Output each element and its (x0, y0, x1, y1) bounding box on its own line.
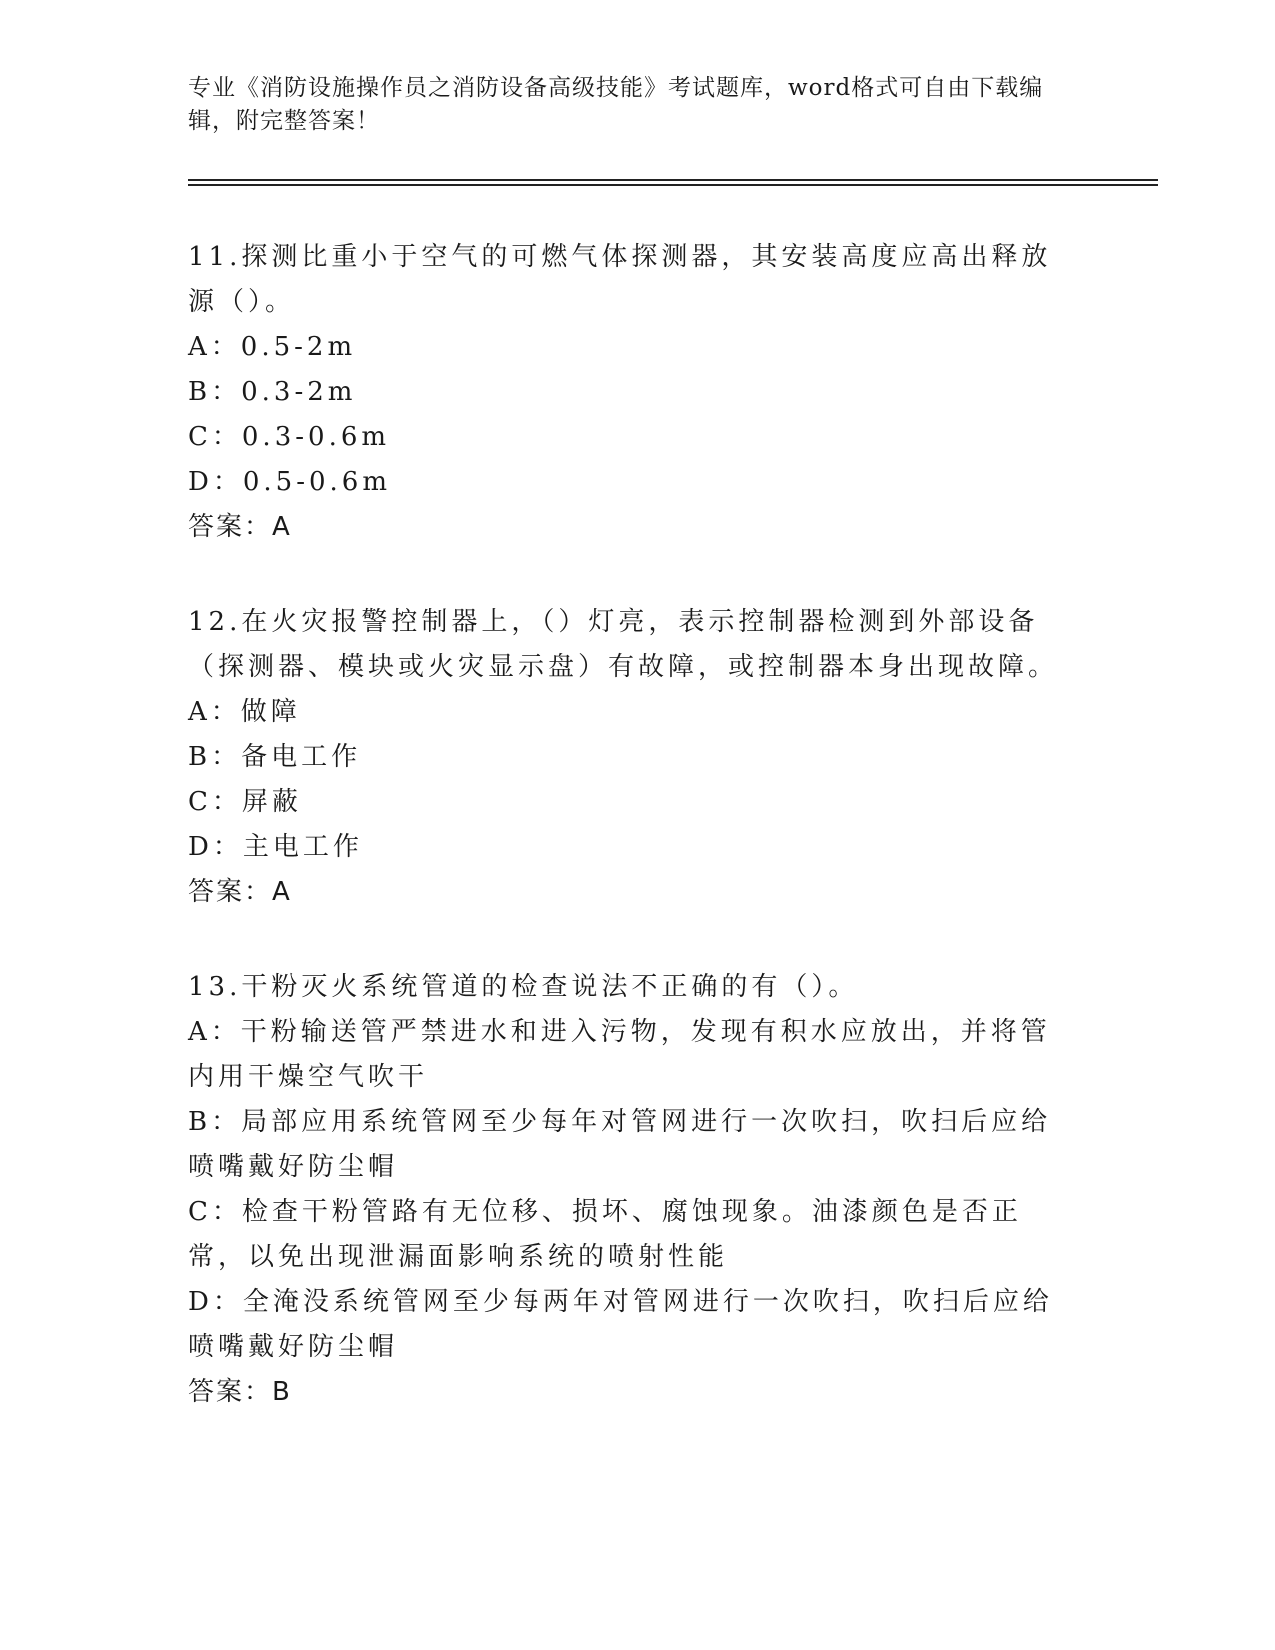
header-divider-bottom (188, 184, 1158, 186)
header-divider-top (188, 179, 1158, 181)
answer-line: 答案：B (188, 1377, 292, 1407)
question-13 (188, 965, 1078, 1415)
option-a: A：做障 (188, 697, 301, 727)
option-c: C：0.3-0.6m (188, 422, 391, 452)
answer-line: 答案：A (188, 512, 292, 542)
option-b: B：局部应用系统管网至少每年对管网进行一次吹扫，吹扫后应给喷嘴戴好防尘帽 (188, 1107, 1052, 1182)
option-b: B：备电工作 (188, 742, 362, 772)
answer-line: 答案：A (188, 877, 292, 907)
option-a: A：干粉输送管严禁进水和进入污物，发现有积水应放出，并将管内用干燥空气吹干 (188, 1017, 1051, 1092)
option-c: C：检查干粉管路有无位移、损坏、腐蚀现象。油漆颜色是否正常，以免出现泄漏面影响系统的喷射性能 (188, 1197, 1022, 1272)
question-12 (188, 600, 1078, 915)
option-b: B：0.3-2m (188, 377, 357, 407)
question-stem: 11.探测比重小于空气的可燃气体探测器，其安装高度应高出释放源（）。 (188, 242, 1052, 317)
option-a: A：0.5-2m (188, 332, 357, 362)
question-stem: 12.在火灾报警控制器上，（）灯亮，表示控制器检测到外部设备（探测器、模块或火灾显示盘）有故障，或控制器本身出现故障。 (188, 607, 1059, 682)
option-d: D：主电工作 (188, 832, 363, 862)
question-stem: 13.干粉灭火系统管道的检查说法不正确的有（）。 (188, 972, 859, 1002)
option-d: D：0.5-0.6m (188, 467, 391, 497)
header-text: 专业《消防设施操作员之消防设备高级技能》考试题库，word格式可自由下载编辑，附完整答案！ (188, 75, 1044, 134)
option-c: C：屏蔽 (188, 787, 302, 817)
option-d: D：全淹没系统管网至少每两年对管网进行一次吹扫，吹扫后应给喷嘴戴好防尘帽 (188, 1287, 1053, 1362)
question-11 (188, 235, 1078, 550)
